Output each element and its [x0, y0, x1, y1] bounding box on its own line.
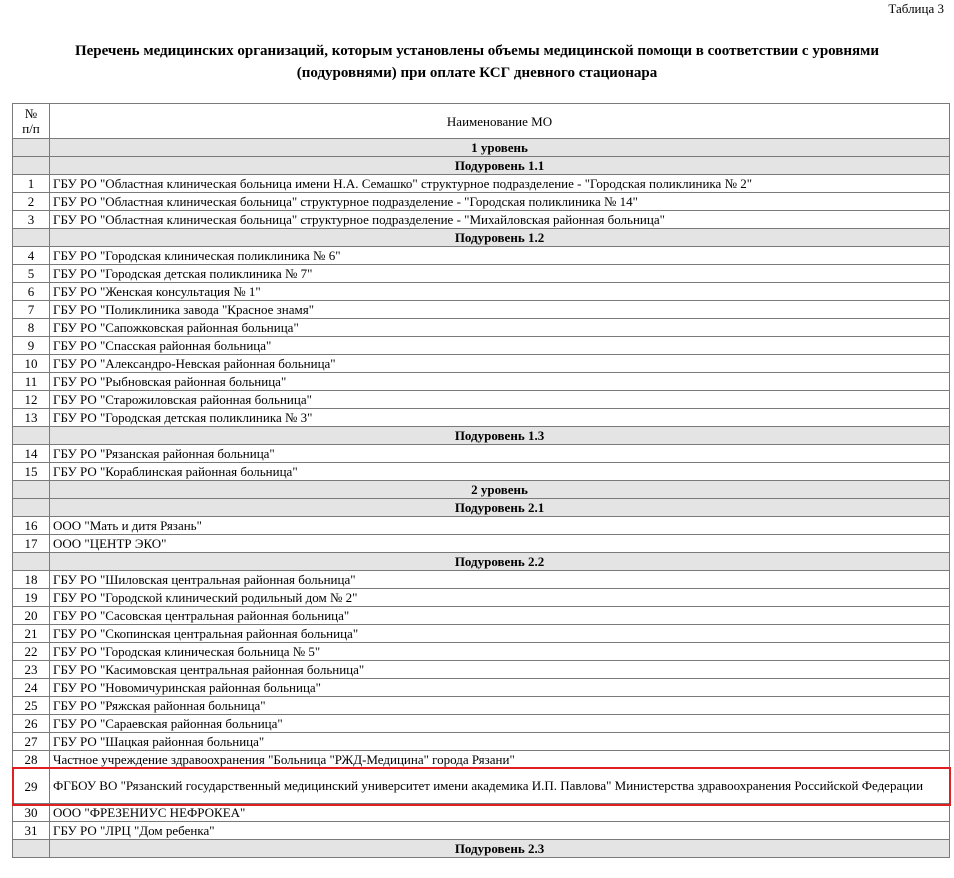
document-title-line-1: Перечень медицинских организаций, которым установлены объемы медицинской помощи в соответствии с уровнями [74, 43, 880, 59]
organization-name: ГБУ РО "Областная клиническая больница имени Н.А. Семашко" структурное подразделение - "Городская поликлиника № 2" [50, 175, 950, 193]
organization-name: ГБУ РО "Ряжская районная больница" [50, 697, 950, 715]
organization-name: ГБУ РО "ЛРЦ "Дом ребенка" [50, 822, 950, 840]
table-row [13, 661, 950, 679]
section-label: Подуровень 1.3 [50, 427, 950, 445]
table-row [13, 337, 950, 355]
table-row [13, 193, 950, 211]
table-row [13, 697, 950, 715]
table-row [13, 804, 950, 822]
document-title [20, 40, 934, 84]
section-row [13, 427, 950, 445]
row-number: 14 [13, 445, 50, 463]
section-row [13, 229, 950, 247]
table-row [13, 571, 950, 589]
section-number-cell [13, 157, 50, 175]
section-row [13, 481, 950, 499]
section-label: Подуровень 1.2 [50, 229, 950, 247]
section-number-cell [13, 427, 50, 445]
organization-name: ГБУ РО "Шиловская центральная районная больница" [50, 571, 950, 589]
table-row [13, 589, 950, 607]
row-number: 19 [13, 589, 50, 607]
section-row [13, 139, 950, 157]
organization-name: ГБУ РО "Шацкая районная больница" [50, 733, 950, 751]
row-number: 17 [13, 535, 50, 553]
section-label: 1 уровень [50, 139, 950, 157]
table-row [13, 445, 950, 463]
section-number-cell [13, 499, 50, 517]
organization-name: ООО "Мать и дитя Рязань" [50, 517, 950, 535]
organization-name: ГБУ РО "Городская детская поликлиника № 7" [50, 265, 950, 283]
table-row [13, 517, 950, 535]
document-title-line-2: (подуровнями) при оплате КСГ дневного стационара [296, 65, 658, 81]
table-row [13, 355, 950, 373]
row-number: 23 [13, 661, 50, 679]
table-row [13, 643, 950, 661]
section-label: Подуровень 2.1 [50, 499, 950, 517]
table-row [13, 175, 950, 193]
row-number: 12 [13, 391, 50, 409]
row-number: 22 [13, 643, 50, 661]
row-number: 29 [13, 769, 50, 804]
header-name-cell: Наименование МО [50, 104, 950, 139]
table-row [13, 607, 950, 625]
section-row [13, 157, 950, 175]
table-row [13, 751, 950, 769]
row-number: 15 [13, 463, 50, 481]
section-number-cell [13, 229, 50, 247]
table-row [13, 265, 950, 283]
table-body [13, 139, 950, 858]
row-number: 10 [13, 355, 50, 373]
row-number: 8 [13, 319, 50, 337]
organization-name: ГБУ РО "Сараевская районная больница" [50, 715, 950, 733]
header-number-cell [13, 104, 50, 139]
row-number: 9 [13, 337, 50, 355]
row-number: 4 [13, 247, 50, 265]
organization-name: ГБУ РО "Городская детская поликлиника № 3" [50, 409, 950, 427]
row-number: 6 [13, 283, 50, 301]
table-row [13, 535, 950, 553]
section-number-cell [13, 481, 50, 499]
row-number: 21 [13, 625, 50, 643]
organization-name: ГБУ РО "Городская клиническая больница № 5" [50, 643, 950, 661]
row-number: 26 [13, 715, 50, 733]
row-number: 30 [13, 804, 50, 822]
table-row [13, 247, 950, 265]
row-number: 18 [13, 571, 50, 589]
organization-name: ГБУ РО "Областная клиническая больница" структурное подразделение - "Городская поликлиника № 14" [50, 193, 950, 211]
table-row [13, 373, 950, 391]
row-number: 2 [13, 193, 50, 211]
section-label: 2 уровень [50, 481, 950, 499]
organization-name: ФГБОУ ВО "Рязанский государственный медицинский университет имени академика И.П. Павлова" Министерства здравоохранения Российской Федерации [50, 769, 950, 804]
row-number: 31 [13, 822, 50, 840]
organization-name: ГБУ РО "Рязанская районная больница" [50, 445, 950, 463]
table-row [13, 319, 950, 337]
row-number: 27 [13, 733, 50, 751]
organization-name: ГБУ РО "Поликлиника завода "Красное знамя" [50, 301, 950, 319]
row-number: 11 [13, 373, 50, 391]
section-label: Подуровень 1.1 [50, 157, 950, 175]
organization-name: ГБУ РО "Старожиловская районная больница" [50, 391, 950, 409]
table-row [13, 625, 950, 643]
row-number: 7 [13, 301, 50, 319]
row-number: 24 [13, 679, 50, 697]
section-label: Подуровень 2.3 [50, 840, 950, 858]
table-row [13, 679, 950, 697]
table-label: Таблица 3 [888, 1, 944, 16]
row-number: 16 [13, 517, 50, 535]
section-label: Подуровень 2.2 [50, 553, 950, 571]
organization-name: ГБУ РО "Новомичуринская районная больница" [50, 679, 950, 697]
organization-name: ГБУ РО "Спасская районная больница" [50, 337, 950, 355]
organization-name: ГБУ РО "Скопинская центральная районная больница" [50, 625, 950, 643]
section-number-cell [13, 139, 50, 157]
row-number: 5 [13, 265, 50, 283]
medical-organizations-table [12, 103, 950, 858]
row-number: 25 [13, 697, 50, 715]
table-row [13, 733, 950, 751]
table-row [13, 715, 950, 733]
row-number: 28 [13, 751, 50, 769]
header-number-line-2: п/п [22, 121, 40, 136]
section-number-cell [13, 553, 50, 571]
table-row [13, 211, 950, 229]
table-row [13, 391, 950, 409]
organization-name: ГБУ РО "Александро-Невская районная больница" [50, 355, 950, 373]
row-number: 1 [13, 175, 50, 193]
organization-name: ГБУ РО "Женская консультация № 1" [50, 283, 950, 301]
organization-name: ООО "ЦЕНТР ЭКО" [50, 535, 950, 553]
table-row [13, 409, 950, 427]
row-number: 13 [13, 409, 50, 427]
organization-name: ГБУ РО "Кораблинская районная больница" [50, 463, 950, 481]
table-header-row [13, 104, 950, 139]
organization-name: ГБУ РО "Касимовская центральная районная больница" [50, 661, 950, 679]
header-number-line-1: № [24, 106, 38, 121]
section-number-cell [13, 840, 50, 858]
section-row [13, 553, 950, 571]
organization-name: ООО "ФРЕЗЕНИУС НЕФРОКЕА" [50, 804, 950, 822]
organization-name: ГБУ РО "Областная клиническая больница" структурное подразделение - "Михайловская районная больница" [50, 211, 950, 229]
table-row [13, 822, 950, 840]
organization-name: ГБУ РО "Рыбновская районная больница" [50, 373, 950, 391]
organization-name: ГБУ РО "Городская клиническая поликлиника № 6" [50, 247, 950, 265]
section-row [13, 840, 950, 858]
organization-name: Частное учреждение здравоохранения "Больница "РЖД-Медицина" города Рязани" [50, 751, 950, 769]
organization-name: ГБУ РО "Сапожковская районная больница" [50, 319, 950, 337]
table-row [13, 283, 950, 301]
row-number: 3 [13, 211, 50, 229]
table-row [13, 463, 950, 481]
organization-name: ГБУ РО "Сасовская центральная районная больница" [50, 607, 950, 625]
row-number: 20 [13, 607, 50, 625]
table-row-highlighted [13, 769, 950, 804]
table-row [13, 301, 950, 319]
section-row [13, 499, 950, 517]
organization-name: ГБУ РО "Городской клинический родильный дом № 2" [50, 589, 950, 607]
